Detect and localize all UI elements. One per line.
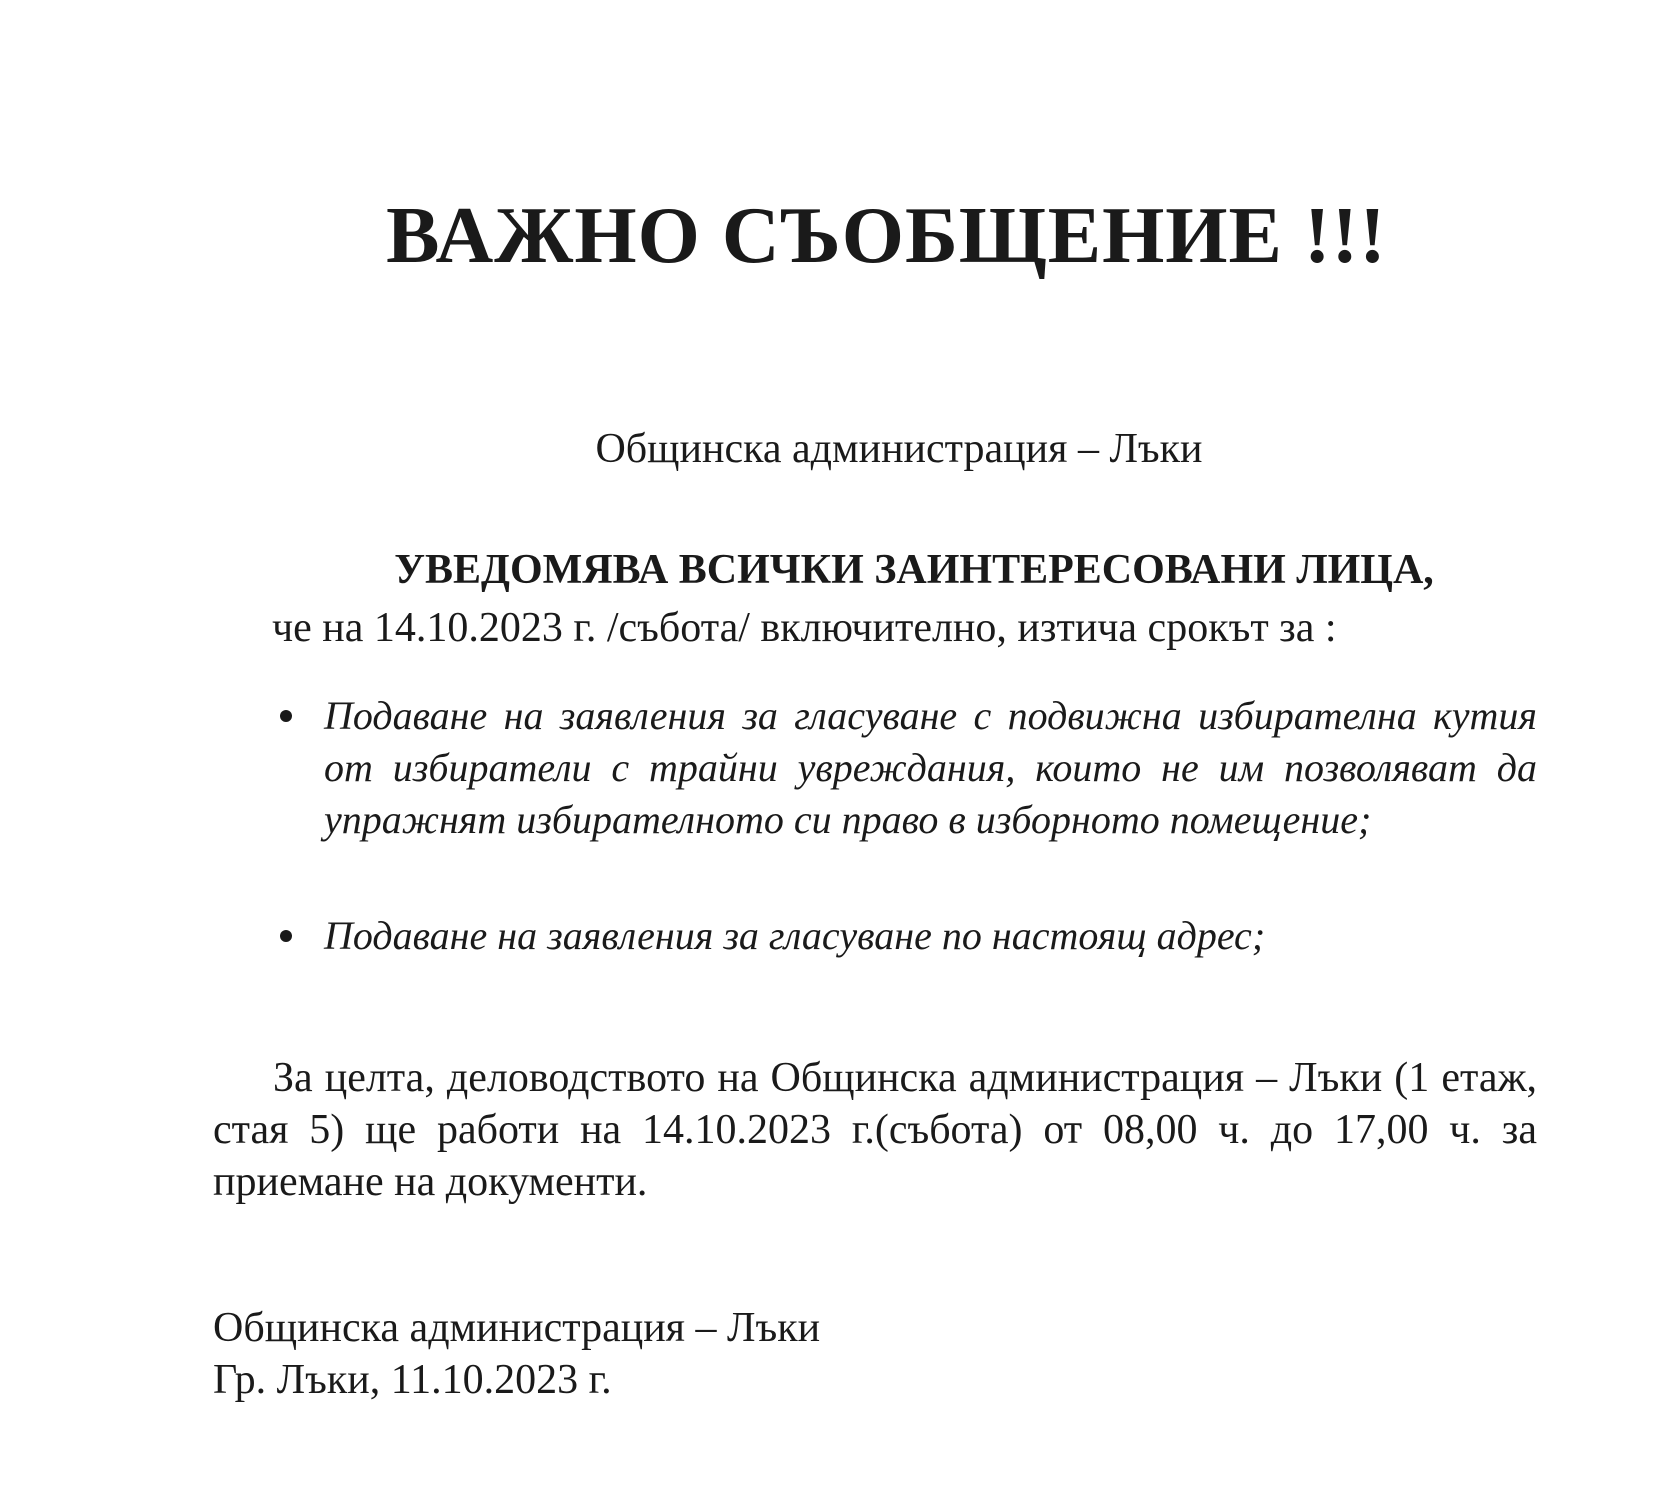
list-item bbox=[272, 690, 1537, 846]
list-item-text: Подаване на заявления за гласуване с подвижна избирателна кутия от избиратели с трайни увреждания, които не им позволяват да упражнят избирателното си право в изборното помещение; bbox=[324, 693, 1537, 842]
signature-organization: Общинска администрация – Лъки bbox=[213, 1305, 821, 1351]
signature-place-date: Гр. Лъки, 11.10.2023 г. bbox=[213, 1357, 612, 1403]
issuer-name: Общинска администрация – Лъки bbox=[595, 426, 1203, 472]
purpose-paragraph: За целта, деловодството на Общинска администрация – Лъки (1 етаж, стая 5) ще работи на 14.10.2023 г.(събота) от 08,00 ч. до 17,00 ч. за приемане на документи. bbox=[213, 1055, 1537, 1205]
bullet-icon bbox=[280, 710, 292, 722]
lead-text: че на 14.10.2023 г. /събота/ включително, изтича срокът за : bbox=[272, 605, 1337, 651]
notice-title: ВАЖНО СЪОБЩЕНИЕ !!! bbox=[386, 192, 1387, 280]
deadline-list bbox=[272, 690, 1537, 962]
bullet-icon bbox=[280, 930, 292, 942]
list-item bbox=[272, 910, 1537, 962]
list-item-text: Подаване на заявления за гласуване по настоящ адрес; bbox=[324, 913, 1266, 958]
notice-heading: УВЕДОМЯВА ВСИЧКИ ЗАИНТЕРЕСОВАНИ ЛИЦА, bbox=[394, 547, 1434, 593]
signature-block bbox=[213, 1302, 820, 1406]
